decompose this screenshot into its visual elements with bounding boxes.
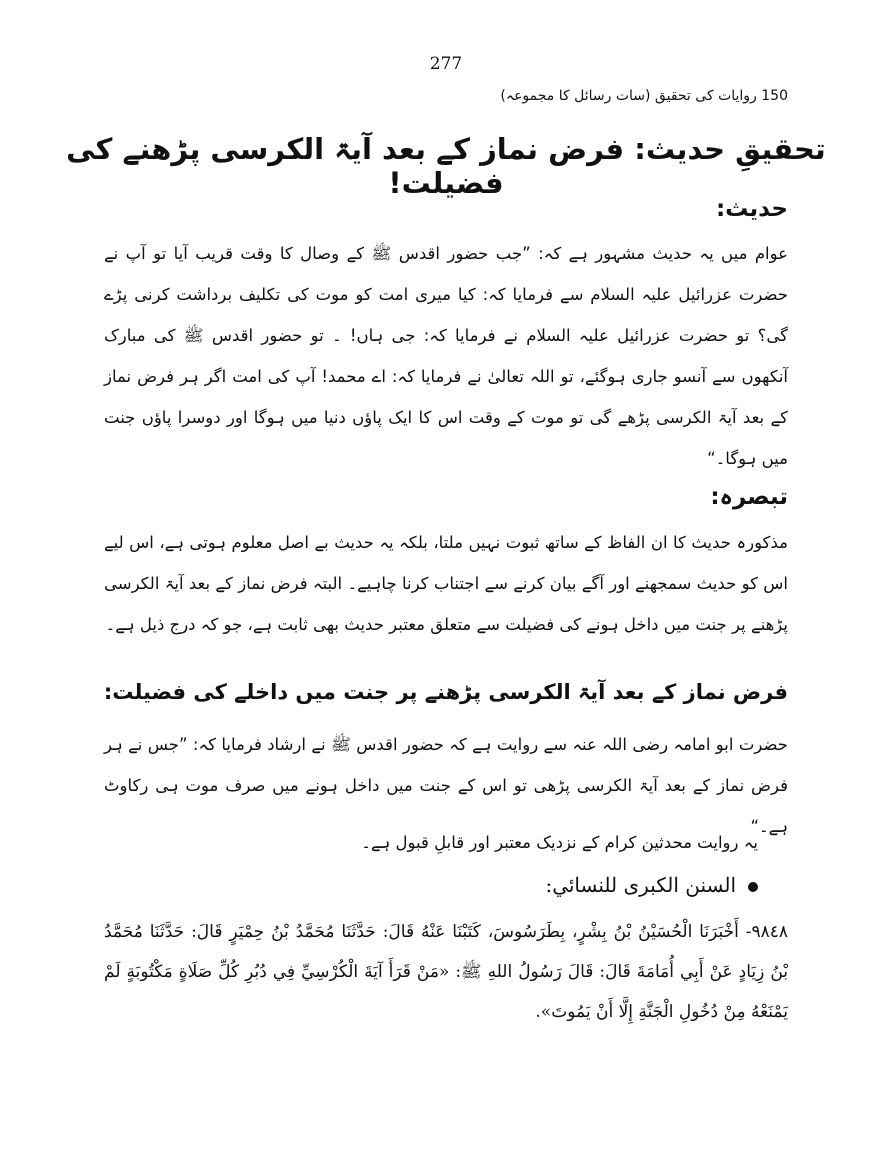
source-label: السنن الكبرى للنسائي:	[545, 873, 736, 897]
hadith-heading: حدیث:	[715, 196, 788, 222]
hadith-text: عوام میں یہ حدیث مشہور ہے کہ: ”جب حضور اقدس ﷺ کے وصال کا وقت قریب آیا تو آپ نے حضرت عزرائیل علیہ السلام سے فرمایا کہ: کیا میری امت کو موت کی تکلیف برداشت کرنی پڑے گی؟ تو حضرت عزرائیل علیہ السلام نے فرمایا کہ: جی ہاں! ۔ تو حضور اقدس ﷺ کی مبارک آنکھوں سے آنسو جاری ہوگئے، تو اللہ تعالیٰ نے فرمایا کہ: اے محمد! آپ کی امت اگر ہر فرض نماز کے بعد آیۃ الکرسی پڑھے گی تو موت کے وقت اس کا ایک پاؤں دنیا میں ہوگا اور دوسرا پاؤں جنت میں ہوگا۔“	[104, 244, 788, 468]
book-header: 150 روایات کی تحقیق (سات رسائل کا مجموعہ)	[500, 88, 788, 104]
arabic-hadith-text: ٩٨٤٨- أَخْبَرَنَا الْحُسَيْنُ بْنُ بِشْرٍ، بِطَرَسُوسَ، كَتَبْنَا عَنْهُ قَالَ: حَدَّثَنَا مُحَمَّدُ بْنُ حِمْيَرٍ قَالَ: حَدَّثَنَا مُحَمَّدُ بْنُ زِيَادٍ عَنْ أَبِي أُمَامَةَ قَالَ: قَالَ رَسُولُ اللهِ ﷺ: «مَنْ قَرَأَ آيَةَ الْكُرْسِيِّ فِي دُبُرِ كُلِّ صَلَاةٍ مَكْتُوبَةٍ لَمْ يَمْنَعْهُ مِنْ دُخُولِ الْجَنَّةِ إِلَّا أَنْ يَمُوتَ».	[104, 922, 788, 1022]
tabsira-heading: تبصرہ:	[710, 484, 788, 510]
source-reference	[545, 873, 758, 897]
authenticity-note: یہ روایت محدثین کرام کے نزدیک معتبر اور قابلِ قبول ہے۔	[361, 833, 758, 852]
page-title: تحقیقِ حدیث: فرض نماز کے بعد آیۃ الکرسی پڑھنے کی فضیلت!	[66, 132, 826, 200]
fazilat-heading: فرض نماز کے بعد آیۃ الکرسی پڑھنے پر جنت میں داخلے کی فضیلت:	[103, 680, 788, 704]
page-number: 277	[429, 54, 463, 74]
fazilat-text: حضرت ابو امامہ رضی اللہ عنہ سے روایت ہے کہ حضور اقدس ﷺ نے ارشاد فرمایا کہ: ”جس نے ہر فرض نماز کے بعد آیۃ الکرسی پڑھی تو اس کے جنت میں داخل ہونے میں صرف موت ہی رکاوٹ ہے۔“	[104, 735, 788, 836]
bullet-icon	[748, 882, 758, 892]
tabsira-text: مذکورہ حدیث کا ان الفاظ کے ساتھ ثبوت نہیں ملتا، بلکہ یہ حدیث بے اصل معلوم ہوتی ہے، اس لیے اس کو حدیث سمجھنے اور آگے بیان کرنے سے اجتناب کرنا چاہیے۔ البتہ فرض نماز کے بعد آیۃ الکرسی پڑھنے پر جنت میں داخل ہونے کی فضیلت سے متعلق معتبر حدیث بھی ثابت ہے، جو کہ درج ذیل ہے۔	[104, 533, 788, 634]
